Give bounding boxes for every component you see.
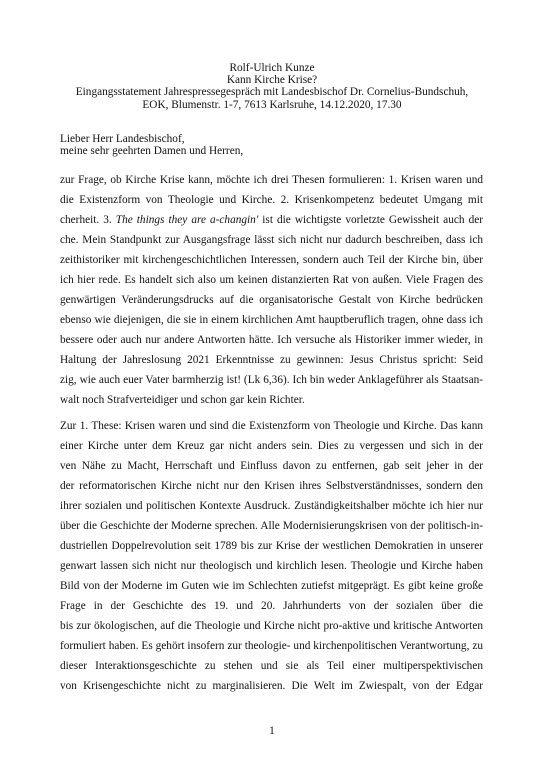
salutation [60,133,243,157]
text-line: Bild von der Moderne im Guten wie im Schlechten zutiefst mitgeprägt. Es gibt keine große [60,580,483,592]
paragraph-intro [60,170,483,410]
text-line: dustriellen Doppelrevolution seit 1789 bis zur Krise der westlichen Demokratien in unserer [60,540,483,552]
salutation-line: meine sehr geehrten Damen und Herren, [60,145,244,158]
document-header [60,62,484,111]
text-line: von Krisengeschichte nicht zu marginalisieren. Die Welt im Zwiespalt, von der Edgar [60,680,483,692]
page-number: 1 [269,725,275,737]
text-segment: ist die wichtigste vorletzte Gewissheit auch der [262,214,483,226]
italic-quote: The things they are a-changin' [115,214,259,226]
paragraph-thesis-1 [60,416,483,696]
text-line: einer Kirche unter dem Kreuz gar nicht anders sein. Dies zu vergessen und sich in der [60,440,483,452]
text-segment: cherheit. 3. [60,214,116,226]
text-line: genwärtigen Veränderungsdrucks auf die organisatorische Gestalt von Kirche bedrücken [60,294,483,306]
text-line: che. Mein Standpunkt zur Ausgangsfrage lässt sich nicht nur dadurch beschreiben, dass ich [60,234,483,246]
text-line: ven Nähe zu Macht, Herrschaft und Einfluss davon zu entfernen, gab seit jeher in der [60,460,483,472]
document-subtitle-line2: EOK, Blumenstr. 1-7, 7613 Karlsruhe, 14.12.2020, 17.30 [142,98,402,111]
document-subtitle-line1: Eingangsstatement Jahrespressegespräch mit Landesbischof Dr. Cornelius-Bundschuh, [75,86,469,99]
text-line: Frage in der Geschichte des 19. und 20. Jahrhunderts von der sozialen über die [60,600,483,612]
text-line: Zur 1. These: Krisen waren und sind die Existenzform von Theologie und Kirche. Das kann [60,420,483,432]
text-line: bis zur ökologischen, auf die Theologie und Kirche nicht pro-aktive und kritische Antworten [60,620,483,632]
author-name: Rolf-Ulrich Kunze [229,62,315,74]
text-line: dieser Interaktionsgeschichte zu stehen und sie als Teil einer multiperspektivischen [60,660,483,672]
text-line: ich hier rede. Es handelt sich also um keinen distanzierten Rat von außen. Viele Fragen des [60,274,483,286]
text-line: ebenso wie diejenigen, die sie in einem kirchlichen Amt hauptberuflich tragen, ohne dass ich [60,314,483,326]
text-line: der reformatorischen Kirche nicht nur den Krisen ihres Selbstverständnisses, sondern den [60,480,483,492]
text-line: formuliert haben. Es gehört insofern zur theologie- und kirchenpolitischen Verantwortung, zu [60,640,483,652]
text-line: über die Geschichte der Moderne sprechen. Alle Modernisierungskrisen von der politisch-in- [60,520,483,532]
text-line: zeithistoriker mit kirchengeschichtlichen Interessen, sondern auch Teil der Kirche bin, über [60,254,483,266]
document-title: Kann Kirche Krise? [226,74,318,87]
text-line: ihrer sozialen und politischen Kontexte Ausdruck. Zuständigkeitshalber möchte ich hier nur [60,500,483,512]
text-line: die Existenzform von Theologie und Kirche. 2. Krisenkompetenz bedeutet Umgang mit [60,194,483,206]
salutation-line: Lieber Herr Landesbischof, [60,133,185,145]
text-line: bessere oder auch nur andere Antworten hätte. Ich versuche als Historiker immer wieder, in [60,334,483,346]
text-line: zig, wie auch euer Vater barmherzig ist! (Lk 6,36). Ich bin weder Anklageführer als Staatsan- [60,374,483,386]
text-line: zur Frage, ob Kirche Krise kann, möchte ich drei Thesen formulieren: 1. Krisen waren und [60,174,483,186]
text-line [60,210,483,230]
text-line: walt noch Strafverteidiger und schon gar kein Richter. [60,394,305,406]
text-line: Haltung der Jahreslosung 2021 Erkenntnisse zu gewinnen: Jesus Christus spricht: Seid [60,354,483,366]
text-line: genwart lassen sich nicht nur theologisch und kirchlich lesen. Theologie und Kirche haben [60,560,483,572]
